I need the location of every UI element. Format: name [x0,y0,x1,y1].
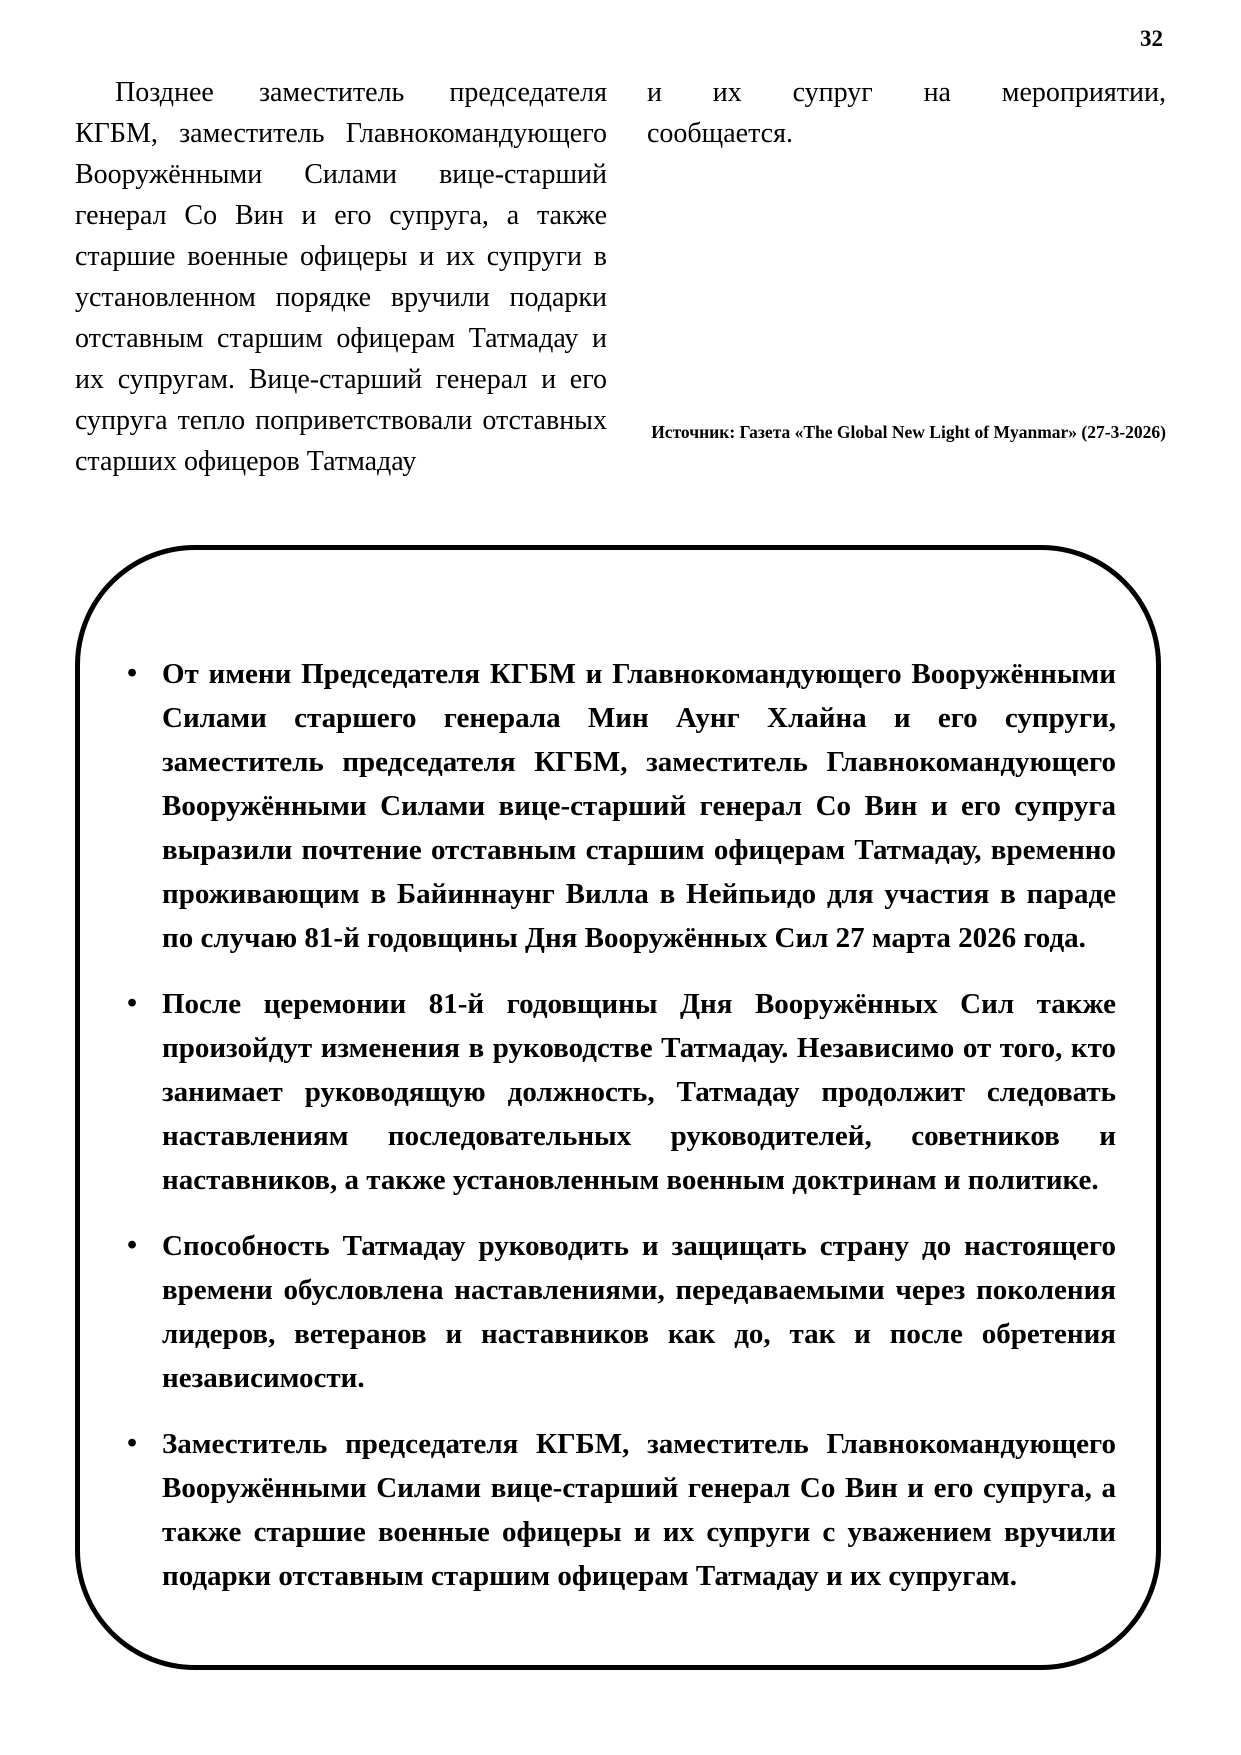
summary-bullet-text: Заместитель председателя КГБМ, заместитель Главнокомандующего Вооружёнными Силами вице-старший генерал Со Вин и его супруга, а также старшие военные офицеры и их супруги с уважением вручили подарки отставным старшим офицерам Татмадау и их супругам. [162,1428,1116,1592]
article-left-column [75,72,607,482]
article-right-column [647,72,1166,482]
summary-box [75,545,1161,1670]
summary-bullet-text: После церемонии 81-й годовщины Дня Вооружённых Сил также произойдут изменения в руководстве Татмадау. Независимо от того, кто занимает руководящую должность, Татмадау продолжит следовать наставлениям последовательных руководителей, советников и наставников, а также установленным военным доктринам и политике. [162,988,1116,1196]
article-left-paragraph: Позднее заместитель председателя КГБМ, заместитель Главнокомандующего Вооружёнными Силами вице-старший генерал Со Вин и его супруга, а также старшие военные офицеры и их супруги в установленном порядке вручили подарки отставным старшим офицерам Татмадау и их супругам. Вице-старший генерал и его супруга тепло поприветствовали отставных старших офицеров Татмадау [75,77,607,477]
summary-bullet-text: Способность Татмадау руководить и защищать страну до настоящего времени обусловлена наставлениями, передаваемыми через поколения лидеров, ветеранов и наставников как до, так и после обретения независимости. [162,1230,1116,1394]
bullet-icon: • [127,1229,138,1261]
summary-bullet-item [125,1224,1116,1400]
summary-bullet-list [125,652,1116,1598]
article-right-paragraph-line2: сообщается. [647,118,793,149]
bullet-icon: • [127,1427,138,1459]
summary-bullet-text: От имени Председателя КГБМ и Главнокомандующего Вооружёнными Силами старшего генерала Мин Аунг Хлайна и его супруги, заместитель председателя КГБМ, заместитель Главнокомандующего Вооружёнными Силами вице-старший генерал Со Вин и его супруга выразили почтение отставным старшим офицерам Татмадау, временно проживающим в Байиннаунг Вилла в Нейпьидо для участия в параде по случаю 81-й годовщины Дня Вооружённых Сил 27 марта 2026 года. [162,658,1116,954]
bullet-icon: • [127,657,138,689]
bullet-icon: • [127,987,138,1019]
article-right-paragraph-line1: и их супруг на мероприятии, [647,77,1166,108]
summary-bullet-item [125,1422,1116,1598]
page-number: 32 [1140,26,1163,51]
summary-bullet-item [125,652,1116,960]
article-body [75,72,1166,482]
source-citation: Источник: Газета «The Global New Light of Myanmar» (27-3-2026) [651,422,1166,442]
summary-bullet-item [125,982,1116,1202]
